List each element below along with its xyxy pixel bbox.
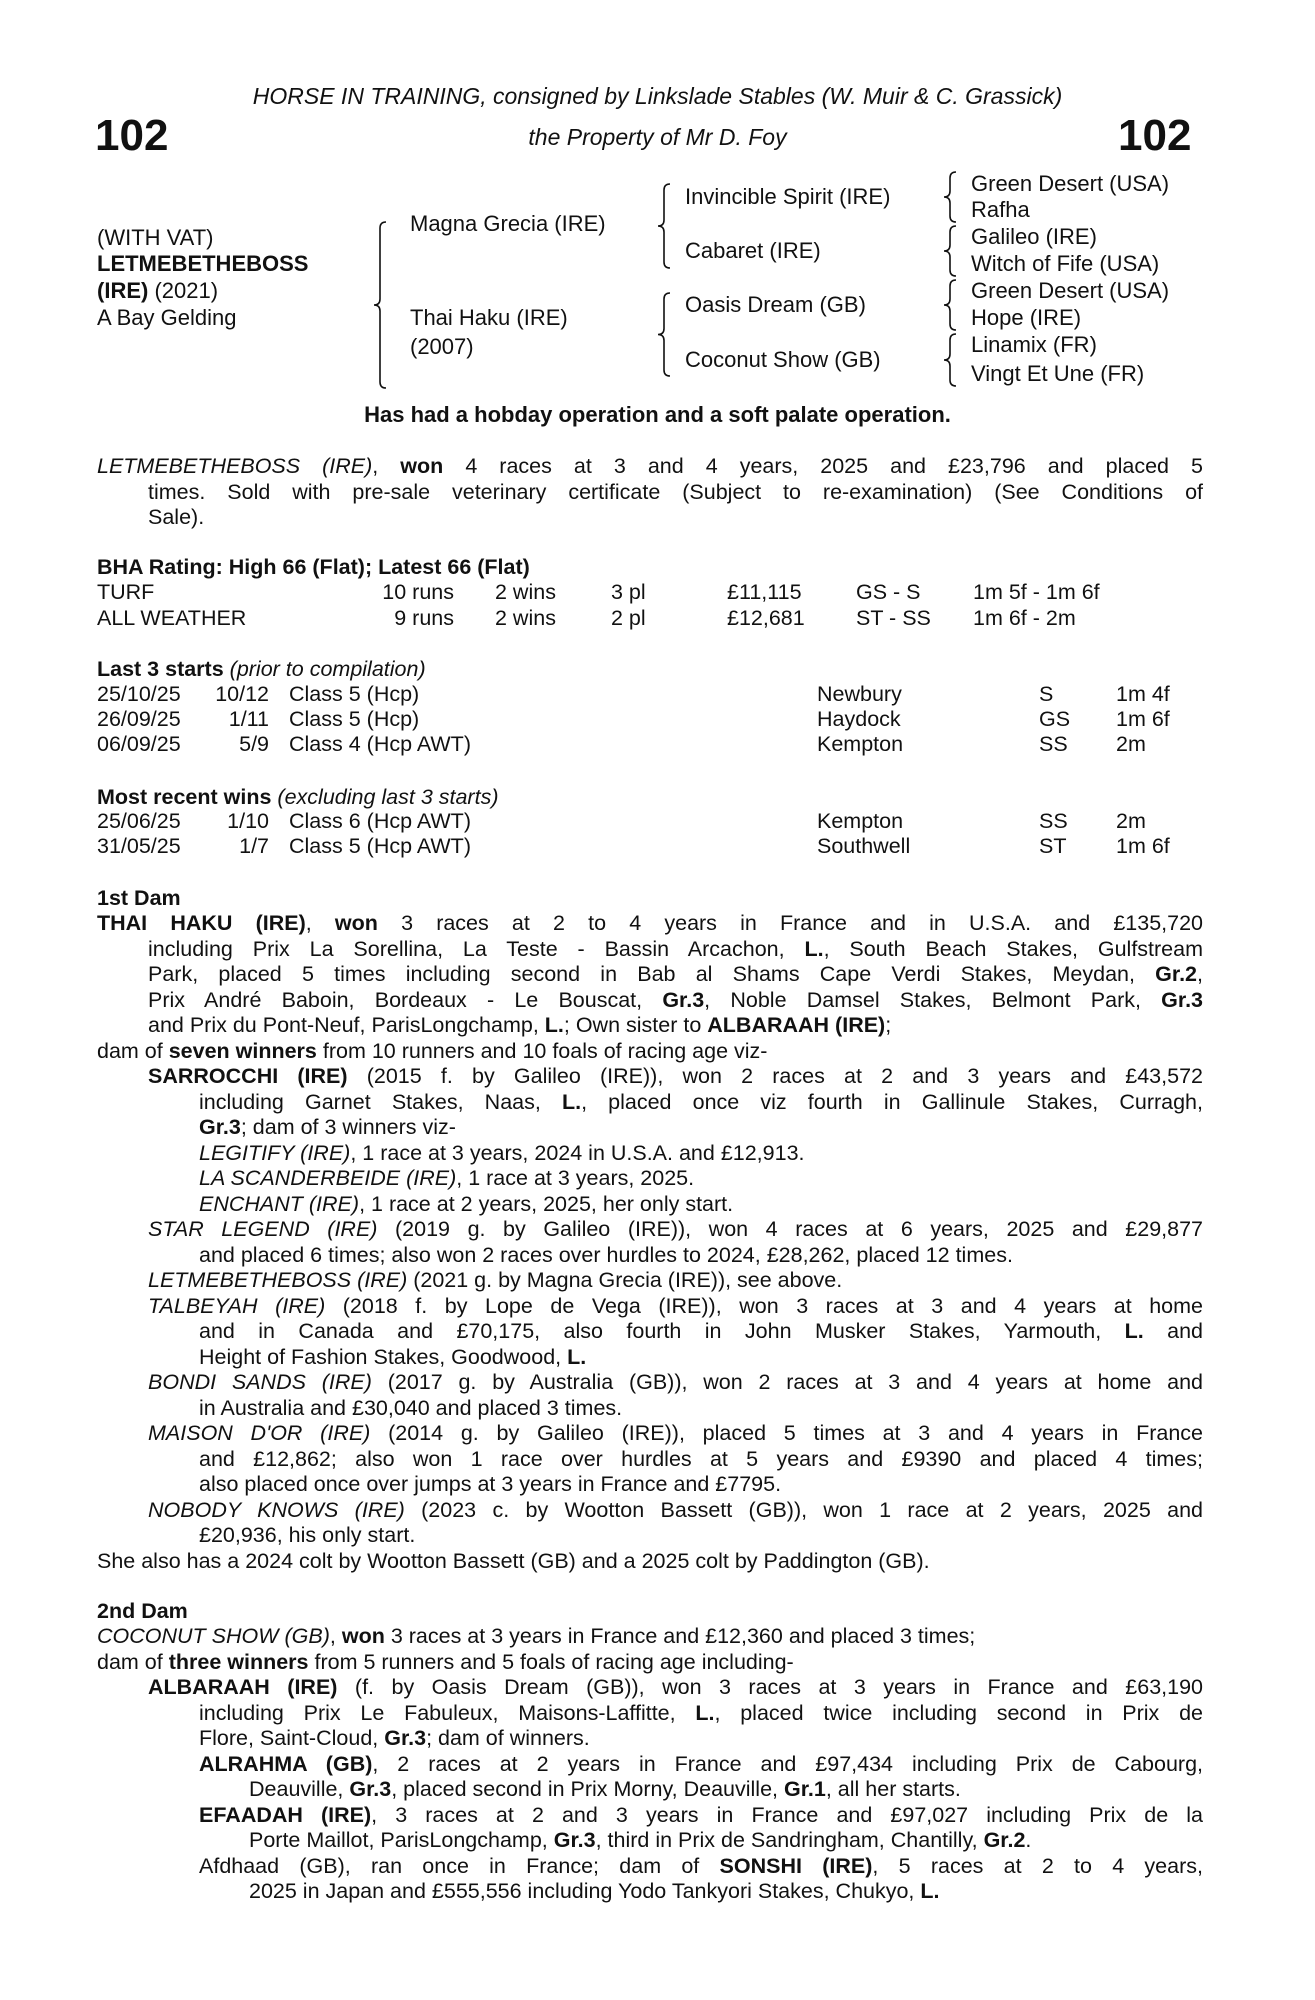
bold-text: SONSHI (IRE) <box>719 1853 873 1878</box>
grandparent: Oasis Dream (GB) <box>685 292 866 317</box>
text: . <box>1025 1828 1032 1852</box>
operation-notice: Has had a hobday operation and a soft palate operation. <box>364 402 951 427</box>
rating-row <box>97 606 1207 632</box>
bold-text: EFAADAH (IRE) <box>199 1802 372 1827</box>
text: , 1 race at 3 years, 2024 in U.S.A. and £12,913. <box>350 1140 805 1165</box>
recent-win-row <box>97 809 1207 835</box>
course-cell: Southwell <box>817 834 911 858</box>
text: ; dam of 3 winners viz- <box>240 1115 456 1139</box>
text-line <box>97 937 1203 963</box>
brace <box>944 172 956 222</box>
bold-text: L. <box>920 1879 940 1903</box>
distance-cell: 1m 4f <box>1116 682 1170 706</box>
text-line <box>97 505 1203 531</box>
text-line <box>97 1243 1203 1269</box>
text: 3 races at 2 to 4 years in France and in U.S.A. and £135,720 <box>377 911 1204 935</box>
text-line <box>97 1523 1203 1549</box>
text-line <box>97 1268 1203 1294</box>
text: , placed second in Prix Morny, Deauville, <box>391 1777 784 1801</box>
going-cell: ST - SS <box>856 606 931 630</box>
dam: Thai Haku (IRE) <box>410 305 568 330</box>
bold-text: Gr.2 <box>983 1828 1026 1852</box>
date-cell: 06/09/25 <box>97 732 181 756</box>
text: Height of Fashion Stakes, Goodwood, <box>199 1344 568 1369</box>
great-grandparent: Hope (IRE) <box>971 305 1082 330</box>
bold-text: ALRAHMA (GB) <box>199 1751 373 1776</box>
course-cell: Newbury <box>817 682 902 706</box>
going-cell: GS <box>1039 707 1071 731</box>
text-line <box>97 1828 1203 1854</box>
last-starts-note: (prior to compilation) <box>229 657 426 681</box>
bold-text: Gr.3 <box>384 1726 427 1750</box>
bold-text: ALBARAAH (IRE) <box>707 1013 886 1037</box>
first-dam-title: 1st Dam <box>97 886 181 910</box>
prize-cell: £12,681 <box>727 606 805 630</box>
text-line <box>97 1650 1203 1676</box>
last-starts-heading <box>97 656 426 682</box>
text: £20,936, his only start. <box>199 1523 416 1547</box>
text: and <box>1143 1319 1203 1343</box>
text: including Garnet Stakes, Naas, <box>199 1089 562 1114</box>
pos-cell: 1/7 <box>239 834 269 858</box>
great-grandparent: Witch of Fife (USA) <box>971 251 1160 276</box>
last-start-row <box>97 707 1207 733</box>
going-cell: ST <box>1039 834 1067 858</box>
course-cell: Haydock <box>817 707 901 731</box>
brace <box>374 222 386 388</box>
last-start-row <box>97 682 1207 708</box>
text-line <box>97 1472 1203 1498</box>
text: from 10 runners and 10 foals of racing age viz- <box>316 1038 768 1063</box>
text: 3 races at 3 years in France and £12,360 and placed 3 times; <box>384 1624 976 1648</box>
italic-text: TALBEYAH (IRE) <box>148 1293 326 1318</box>
text-line <box>97 480 1203 506</box>
going-cell: SS <box>1039 809 1068 833</box>
italic-text: BONDI SANDS (IRE) <box>148 1370 372 1394</box>
text: ; Own sister to <box>563 1013 708 1037</box>
text: Park, placed 5 times including second in Bab al Shams Cape Verdi Stakes, Meydan, <box>148 962 1156 986</box>
bold-text: L. <box>544 1013 564 1037</box>
italic-text: ENCHANT (IRE) <box>199 1191 360 1216</box>
great-grandparent: Rafha <box>971 197 1030 222</box>
horse-year: (2021) <box>154 278 219 303</box>
sire: Magna Grecia (IRE) <box>410 211 606 236</box>
text: , third in Prix de Sandringham, Chantilly, <box>595 1828 984 1852</box>
date-cell: 26/09/25 <box>97 707 181 731</box>
brace <box>944 280 956 330</box>
last-start-row <box>97 732 1207 758</box>
bold-text: Gr.3 <box>349 1777 392 1801</box>
italic-text: MAISON D'OR (IRE) <box>148 1421 371 1445</box>
bold-text: Gr.1 <box>784 1777 826 1801</box>
text: Porte Maillot, ParisLongchamp, <box>249 1828 554 1852</box>
text: , Noble Damsel Stakes, Belmont Park, <box>704 987 1162 1012</box>
text: (2014 g. by Galileo (IRE)), placed 5 times at 3 and 4 years in France <box>370 1421 1203 1445</box>
italic-text: STAR LEGEND (IRE) <box>148 1217 378 1241</box>
class-cell: Class 6 (Hcp AWT) <box>289 809 471 833</box>
text-line <box>97 1726 1203 1752</box>
bold-text: L. <box>804 936 824 961</box>
text: and Prix du Pont-Neuf, ParisLongchamp, <box>148 1013 545 1037</box>
second-dam-text <box>97 1624 1203 1905</box>
first-dam-text <box>97 911 1203 1574</box>
text: , 3 races at 2 and 3 years in France and £97,027 including Prix de la <box>371 1802 1203 1827</box>
text-line <box>97 1013 1203 1039</box>
brace <box>658 184 670 268</box>
text: (2019 g. by Galileo (IRE)), won 4 races at 6 years, 2025 and £29,877 <box>377 1217 1203 1241</box>
text: , <box>372 454 401 478</box>
bold-text: Gr.3 <box>199 1115 241 1139</box>
text: , South Beach Stakes, Gulfstream <box>823 936 1204 961</box>
last-starts-title: Last 3 starts <box>97 657 224 681</box>
text-line <box>97 1319 1203 1345</box>
bold-text: won <box>400 454 444 478</box>
text-line <box>97 1345 1203 1371</box>
italic-text: LETMEBETHEBOSS (IRE) <box>148 1268 408 1292</box>
going-cell: GS - S <box>856 580 921 604</box>
italic-text: LETMEBETHEBOSS (IRE) <box>97 454 373 478</box>
text-line <box>97 1370 1203 1396</box>
text: Afdhaad (GB), ran once in France; dam of <box>199 1853 720 1878</box>
text: (2023 c. by Wootton Bassett (GB)), won 1 race at 2 years, 2025 and <box>404 1497 1203 1522</box>
text: , <box>329 1624 342 1648</box>
text: , placed once viz fourth in Gallinule Stakes, Curragh, <box>581 1089 1203 1114</box>
text-line <box>97 1396 1203 1422</box>
text: (2018 f. by Lope de Vega (IRE)), won 3 races at 3 and 4 years at home <box>325 1293 1203 1318</box>
text-line <box>97 1090 1203 1116</box>
course-cell: Kempton <box>817 732 904 756</box>
text: Prix André Baboin, Bordeaux - Le Bouscat, <box>148 987 663 1012</box>
bold-text: seven winners <box>168 1038 317 1063</box>
lot-number-left: 102 <box>95 111 169 160</box>
grandparent: Coconut Show (GB) <box>685 347 881 372</box>
text-line <box>97 1447 1203 1473</box>
recent-wins-heading <box>97 784 498 810</box>
text: Flore, Saint-Cloud, <box>199 1726 385 1750</box>
date-cell: 25/06/25 <box>97 809 181 833</box>
going-cell: SS <box>1039 732 1068 756</box>
race-summary <box>97 454 1203 531</box>
great-grandparent: Green Desert (USA) <box>971 171 1170 196</box>
date-cell: 31/05/25 <box>97 834 181 858</box>
bold-text: Gr.2 <box>1155 962 1198 986</box>
text-line <box>97 962 1203 988</box>
course-cell: Kempton <box>817 809 904 833</box>
recent-wins-title: Most recent wins <box>97 785 272 809</box>
bold-text: won <box>341 1624 385 1648</box>
bold-text: SARROCCHI (IRE) <box>148 1064 348 1088</box>
date-cell: 25/10/25 <box>97 682 181 706</box>
second-dam-title: 2nd Dam <box>97 1599 188 1623</box>
text: , <box>305 911 335 935</box>
text: ; dam of winners. <box>426 1726 590 1750</box>
text: and placed 6 times; also won 2 races over hurdles to 2024, £28,262, placed 12 times. <box>199 1242 1013 1267</box>
text: , 5 races at 2 to 4 years, <box>872 1853 1203 1878</box>
property-line: the Property of Mr D. Foy <box>528 124 787 150</box>
text-line <box>97 1166 1203 1192</box>
lot-number-right: 102 <box>1118 111 1192 160</box>
bold-text: THAI HAKU (IRE) <box>97 911 306 935</box>
bold-text: Gr.3 <box>1161 987 1204 1012</box>
horse-origin-year <box>97 278 218 304</box>
text: dam of <box>97 1038 169 1063</box>
text-line <box>97 1294 1203 1320</box>
great-grandparent: Linamix (FR) <box>971 332 1097 357</box>
class-cell: Class 5 (Hcp) <box>289 682 420 706</box>
horse-suffix: (IRE) <box>97 278 149 303</box>
runs-cell: 9 runs <box>394 606 454 630</box>
bold-text: L. <box>561 1089 582 1114</box>
italic-text: COCONUT SHOW (GB) <box>97 1624 330 1648</box>
text-line <box>97 1701 1203 1727</box>
text: Deauville, <box>249 1777 350 1801</box>
brace <box>944 334 956 386</box>
text: including Prix Le Fabuleux, Maisons-Laffitte, <box>199 1700 696 1725</box>
bold-text: three winners <box>168 1649 309 1674</box>
text-line <box>97 1141 1203 1167</box>
text: also placed once over jumps at 3 years in France and £7795. <box>199 1472 782 1496</box>
bold-text: ALBARAAH (IRE) <box>148 1675 338 1699</box>
pos-cell: 1/11 <box>228 707 269 731</box>
text-line <box>97 1421 1203 1447</box>
text: and £12,862; also won 1 race over hurdles at 5 years and £9390 and placed 4 times; <box>199 1446 1203 1471</box>
surface-cell: ALL WEATHER <box>97 606 247 630</box>
great-grandparent: Vingt Et Une (FR) <box>971 361 1145 386</box>
text: , 1 race at 3 years, 2025. <box>456 1166 695 1190</box>
dam-year: (2007) <box>410 334 474 359</box>
text: times. Sold with pre-sale veterinary certificate (Subject to re-examination) (See Conditions of <box>148 479 1203 504</box>
bold-text: L. <box>695 1700 715 1725</box>
text: from 5 runners and 5 foals of racing age including- <box>308 1649 794 1674</box>
text-line <box>97 1879 1203 1905</box>
text: including Prix La Sorellina, La Teste - Bassin Arcachon, <box>148 936 805 961</box>
text-line <box>97 988 1203 1014</box>
text-line <box>97 1624 1203 1650</box>
placed-cell: 2 pl <box>611 606 646 630</box>
pos-cell: 5/9 <box>239 732 269 756</box>
text-line <box>97 1803 1203 1829</box>
horse-name: LETMEBETHEBOSS <box>97 251 309 276</box>
class-cell: Class 5 (Hcp) <box>289 707 420 731</box>
text-line <box>97 454 1203 480</box>
pedigree-braces <box>0 0 1315 420</box>
bold-text: Gr.3 <box>553 1828 596 1852</box>
text-line <box>97 1115 1203 1141</box>
text-line <box>97 1217 1203 1243</box>
text: , 2 races at 2 years in France and £97,434 including Prix de Cabourg, <box>372 1751 1203 1776</box>
pos-cell: 10/12 <box>215 682 269 706</box>
horse-description: A Bay Gelding <box>97 305 237 330</box>
text: (2021 g. by Magna Grecia (IRE)), see above. <box>407 1268 843 1292</box>
recent-win-row <box>97 834 1207 860</box>
class-cell: Class 5 (Hcp AWT) <box>289 834 471 858</box>
text-line <box>97 911 1203 937</box>
text: dam of <box>97 1649 169 1674</box>
text-line <box>97 1192 1203 1218</box>
runs-cell: 10 runs <box>382 580 454 604</box>
text-line <box>97 1498 1203 1524</box>
text: (2017 g. by Australia (GB)), won 2 races at 3 and 4 years at home and <box>371 1370 1203 1394</box>
text: , 1 race at 2 years, 2025, her only start. <box>359 1191 734 1216</box>
text: and in Canada and £70,175, also fourth in John Musker Stakes, Yarmouth, <box>199 1319 1125 1343</box>
bold-text: won <box>334 911 378 935</box>
prize-cell: £11,115 <box>727 580 802 604</box>
text-line <box>97 1675 1203 1701</box>
text: Sale). <box>148 505 205 529</box>
distance-cell: 2m <box>1116 732 1146 756</box>
text: 4 races at 3 and 4 years, 2025 and £23,796 and placed 5 <box>443 454 1203 478</box>
consignor-line: HORSE IN TRAINING, consigned by Linkslade Stables (W. Muir & C. Grassick) <box>252 83 1063 109</box>
text-line <box>97 1752 1203 1778</box>
italic-text: LA SCANDERBEIDE (IRE) <box>199 1166 457 1190</box>
text-line <box>97 1854 1203 1880</box>
text: She also has a 2024 colt by Wootton Bassett (GB) and a 2025 colt by Paddington (GB). <box>97 1548 930 1573</box>
going-cell: S <box>1039 682 1054 706</box>
wins-cell: 2 wins <box>495 606 556 630</box>
italic-text: NOBODY KNOWS (IRE) <box>148 1497 405 1522</box>
placed-cell: 3 pl <box>611 580 646 604</box>
rating-title: BHA Rating: High 66 (Flat); Latest 66 (Flat) <box>97 555 530 579</box>
rating-row <box>97 580 1207 606</box>
great-grandparent: Galileo (IRE) <box>971 224 1097 249</box>
great-grandparent: Green Desert (USA) <box>971 278 1170 303</box>
text: , all her starts. <box>825 1777 961 1801</box>
text: , <box>1197 962 1203 986</box>
bold-text: L. <box>567 1344 587 1369</box>
text: (2015 f. by Galileo (IRE)), won 2 races at 2 and 3 years and £43,572 <box>347 1064 1203 1088</box>
surface-cell: TURF <box>97 580 155 604</box>
text-line <box>97 1064 1203 1090</box>
bold-text: L. <box>1124 1319 1144 1343</box>
recent-wins-note: (excluding last 3 starts) <box>277 785 499 809</box>
text-line <box>97 1549 1203 1575</box>
wins-cell: 2 wins <box>495 580 556 604</box>
bold-text: Gr.3 <box>662 987 705 1012</box>
class-cell: Class 4 (Hcp AWT) <box>289 732 471 756</box>
text-line <box>97 1777 1203 1803</box>
brace <box>658 293 670 376</box>
grandparent: Invincible Spirit (IRE) <box>685 184 891 209</box>
grandparent: Cabaret (IRE) <box>685 238 821 263</box>
text: ; <box>885 1013 892 1037</box>
distance-cell: 1m 6f - 2m <box>973 606 1076 630</box>
distance-cell: 2m <box>1116 809 1146 833</box>
brace <box>944 226 956 276</box>
vat-label: (WITH VAT) <box>97 225 214 250</box>
distance-cell: 1m 6f <box>1116 834 1170 858</box>
text: , placed twice including second in Prix de <box>714 1700 1203 1725</box>
italic-text: LEGITIFY (IRE) <box>199 1140 351 1165</box>
distance-cell: 1m 5f - 1m 6f <box>973 580 1100 604</box>
pos-cell: 1/10 <box>227 809 269 833</box>
text-line <box>97 1039 1203 1065</box>
text: 2025 in Japan and £555,556 including Yodo Tankyori Stakes, Chukyo, <box>249 1879 921 1903</box>
text: (f. by Oasis Dream (GB)), won 3 races at 3 years in France and £63,190 <box>337 1675 1203 1699</box>
text: in Australia and £30,040 and placed 3 times. <box>199 1395 623 1420</box>
distance-cell: 1m 6f <box>1116 707 1170 731</box>
